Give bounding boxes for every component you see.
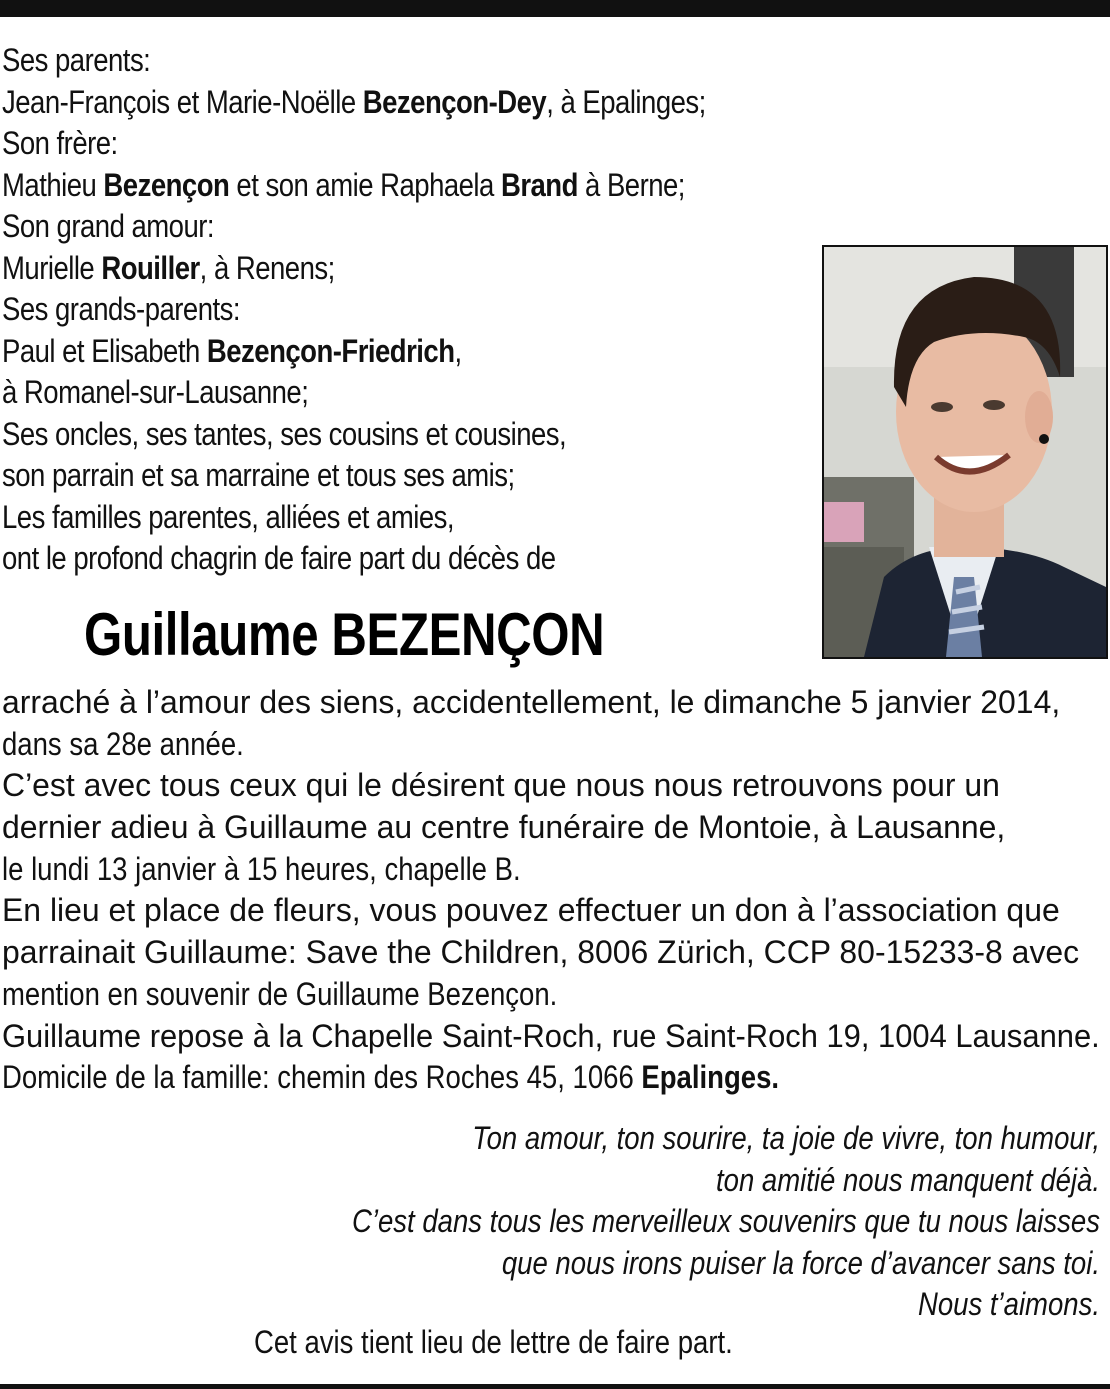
body-text: mention en souvenir de Guillaume Bezençon. [2,975,558,1012]
family-line [2,40,699,82]
body-text: parrainait Guillaume: Save the Children, 8006 Zürich, CCP 80-15233-8 avec [2,934,1080,971]
body-text: dans sa 28e année. [2,725,244,762]
top-rule [0,0,1110,17]
body-text: C’est avec tous ceux qui le désirent que nous nous retrouvons pour un [2,767,1000,804]
family-text: Son frère: [2,125,118,161]
family-text: son parrain et sa marraine et tous ses amis; [2,457,515,493]
family-line [2,414,699,456]
family-text: Mathieu [2,166,104,203]
family-text: , à Epalinges; [546,83,706,120]
bottom-rule [0,1384,1110,1389]
family-text: , [454,332,462,369]
body-text: Domicile de la famille: chemin des Roches 45, 1066 [2,1059,642,1096]
service-details [2,682,1102,1099]
body-name: Epalinges. [641,1059,780,1096]
body-text: Guillaume repose à la Chapelle Saint-Roch, rue Saint-Roch 19, 1004 Lausanne. [2,1017,1100,1054]
family-text: , à Renens; [199,249,335,286]
poem-line: ton amitié nous manquent déjà. [715,1161,1100,1198]
family-line [2,82,706,124]
body-line [2,932,1100,974]
body-line [2,1057,948,1099]
family-line [2,497,699,539]
family-text: à Romanel-sur-Lausanne; [2,374,309,410]
family-text: et son amie Raphaela [229,166,501,203]
family-line [2,248,699,290]
family-announcement [2,40,706,580]
family-line [2,165,699,207]
poem [100,1118,1100,1326]
body-line [2,890,1100,932]
family-text: ont le profond chagrin de faire part du décès de [2,540,556,576]
body-line [2,974,948,1016]
family-text: Les familles parentes, alliées et amies, [2,498,455,535]
family-line [2,206,699,248]
poem-line: que nous irons puiser la force d’avancer sans toi. [501,1244,1100,1281]
family-name: Bezençon-Friedrich [206,332,455,369]
body-text: En lieu et place de fleurs, vous pouvez effectuer un don à l’association que [2,892,1060,929]
body-line [2,849,948,891]
family-line [2,455,699,497]
poem-line: Ton amour, ton sourire, ta joie de vivre, ton humour, [472,1120,1100,1156]
deceased-name: Guillaume BEZENÇON [84,601,605,668]
family-text: Jean-François et Marie-Noëlle [2,83,363,120]
body-line [2,807,1100,849]
family-line [2,123,699,165]
poem-line: C’est dans tous les merveilleux souvenirs que tu nous laisses [352,1203,1100,1239]
body-line [2,765,1100,807]
body-text: dernier adieu à Guillaume au centre funéraire de Montoie, à Lausanne, [2,809,1006,846]
family-line [2,372,699,414]
portrait-photo [822,245,1108,659]
body-line [2,1016,1100,1058]
body-line [2,724,948,766]
family-name: Brand [500,166,578,203]
family-line [2,331,699,373]
family-line [2,538,699,580]
family-name: Bezençon-Dey [362,83,547,120]
body-line [2,682,1100,724]
poem-line: Nous t’aimons. [917,1286,1100,1322]
family-text: Ses parents: [2,42,151,78]
family-text: Ses oncles, ses tantes, ses cousins et cousines, [2,415,567,452]
family-text: à Berne; [577,166,685,203]
family-text: Ses grands-parents: [2,291,241,327]
family-line [2,289,699,331]
body-text: le lundi 13 janvier à 15 heures, chapelle B. [2,850,521,887]
family-text: Son grand amour: [2,208,215,244]
closing-note: Cet avis tient lieu de lettre de faire part. [254,1324,733,1360]
family-name: Bezençon [103,166,230,203]
family-name: Rouiller [101,249,200,286]
body-text: arraché à l’amour des siens, accidentellement, le dimanche 5 janvier 2014, [2,684,1061,720]
family-text: Murielle [2,249,102,286]
portrait-photo-icon [824,247,1106,657]
family-text: Paul et Elisabeth [2,332,207,369]
